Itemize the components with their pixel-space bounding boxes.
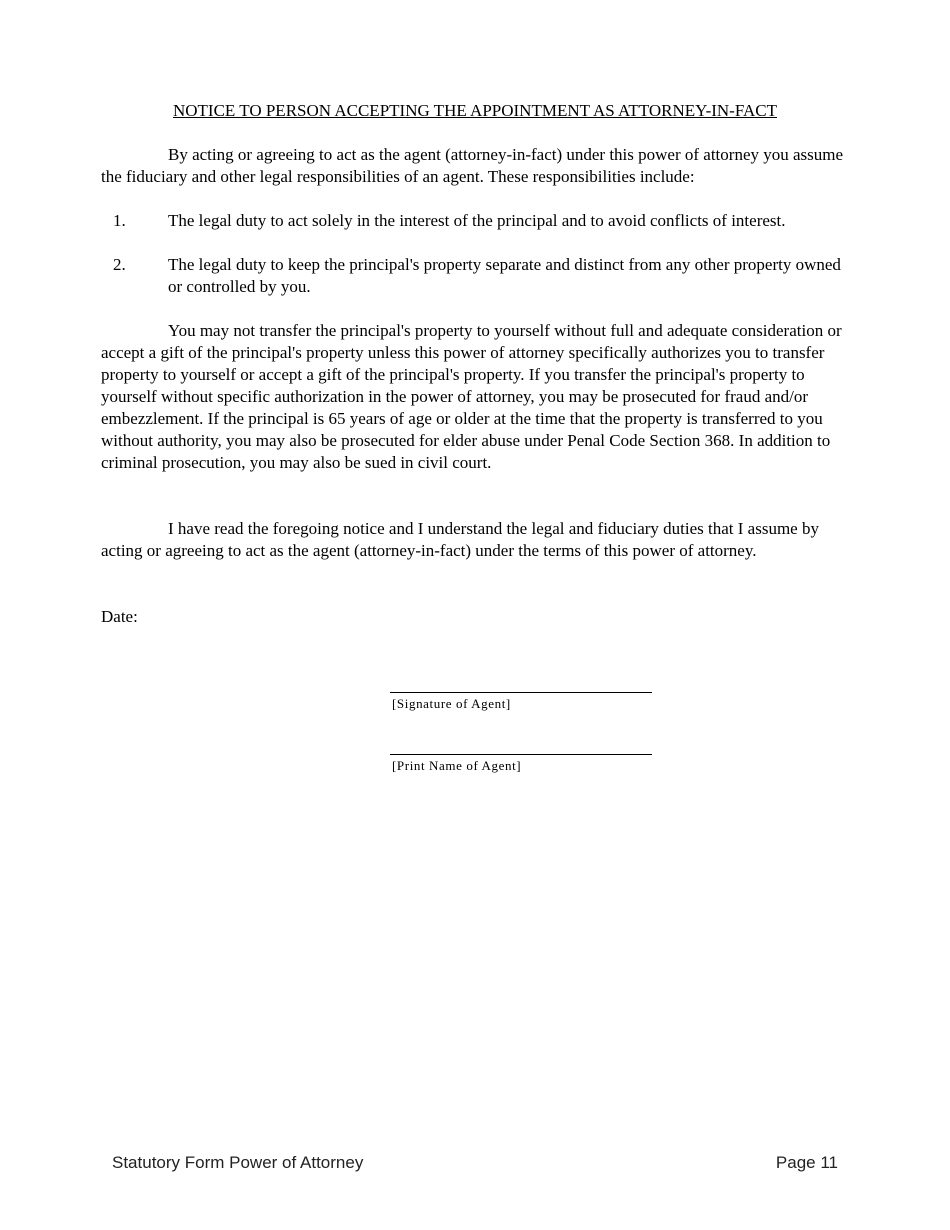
- print-name-caption: [Print Name of Agent]: [392, 758, 522, 773]
- print-name-line[interactable]: [390, 754, 652, 755]
- signature-line[interactable]: [390, 692, 652, 693]
- list-item-text: The legal duty to keep the principal's property separate and distinct from any other property owned or controlled by you.: [168, 255, 841, 296]
- list-item-number: 2.: [113, 255, 126, 274]
- footer-page-number: Page 11: [775, 1153, 838, 1172]
- list-item-number: 1.: [113, 211, 126, 230]
- list-item-text: The legal duty to act solely in the interest of the principal and to avoid conflicts of interest.: [168, 211, 786, 230]
- footer-form-title: Statutory Form Power of Attorney: [112, 1153, 364, 1172]
- acknowledgment-paragraph: I have read the foregoing notice and I understand the legal and fiduciary duties that I assume by acting or agreeing to act as the agent (attorney-in-fact) under the terms of this power of attorney.: [101, 519, 819, 560]
- intro-paragraph: By acting or agreeing to act as the agent (attorney-in-fact) under this power of attorney you assume the fiduciary and other legal responsibilities of an agent. These responsibilities include:: [101, 145, 844, 186]
- list-item: [101, 254, 851, 298]
- notice-title: NOTICE TO PERSON ACCEPTING THE APPOINTMENT AS ATTORNEY-IN-FACT: [172, 101, 778, 120]
- warning-paragraph: You may not transfer the principal's property to yourself without full and adequate consideration or accept a gift of the principal's property unless this power of attorney specifically authorizes you to transfer property to yourself or accept a gift of the principal's property. If you transfer the principal's property to yourself without specific authorization in the power of attorney, you may be prosecuted for fraud and/or embezzlement. If the principal is 65 years of age or older at the time that the property is transferred to you without authority, you may also be prosecuted for elder abuse under Penal Code Section 368. In addition to criminal prosecution, you may also be sued in civil court.: [101, 321, 842, 472]
- signature-caption: [Signature of Agent]: [392, 696, 511, 711]
- list-item: [101, 210, 851, 232]
- date-label: Date:: [101, 607, 138, 626]
